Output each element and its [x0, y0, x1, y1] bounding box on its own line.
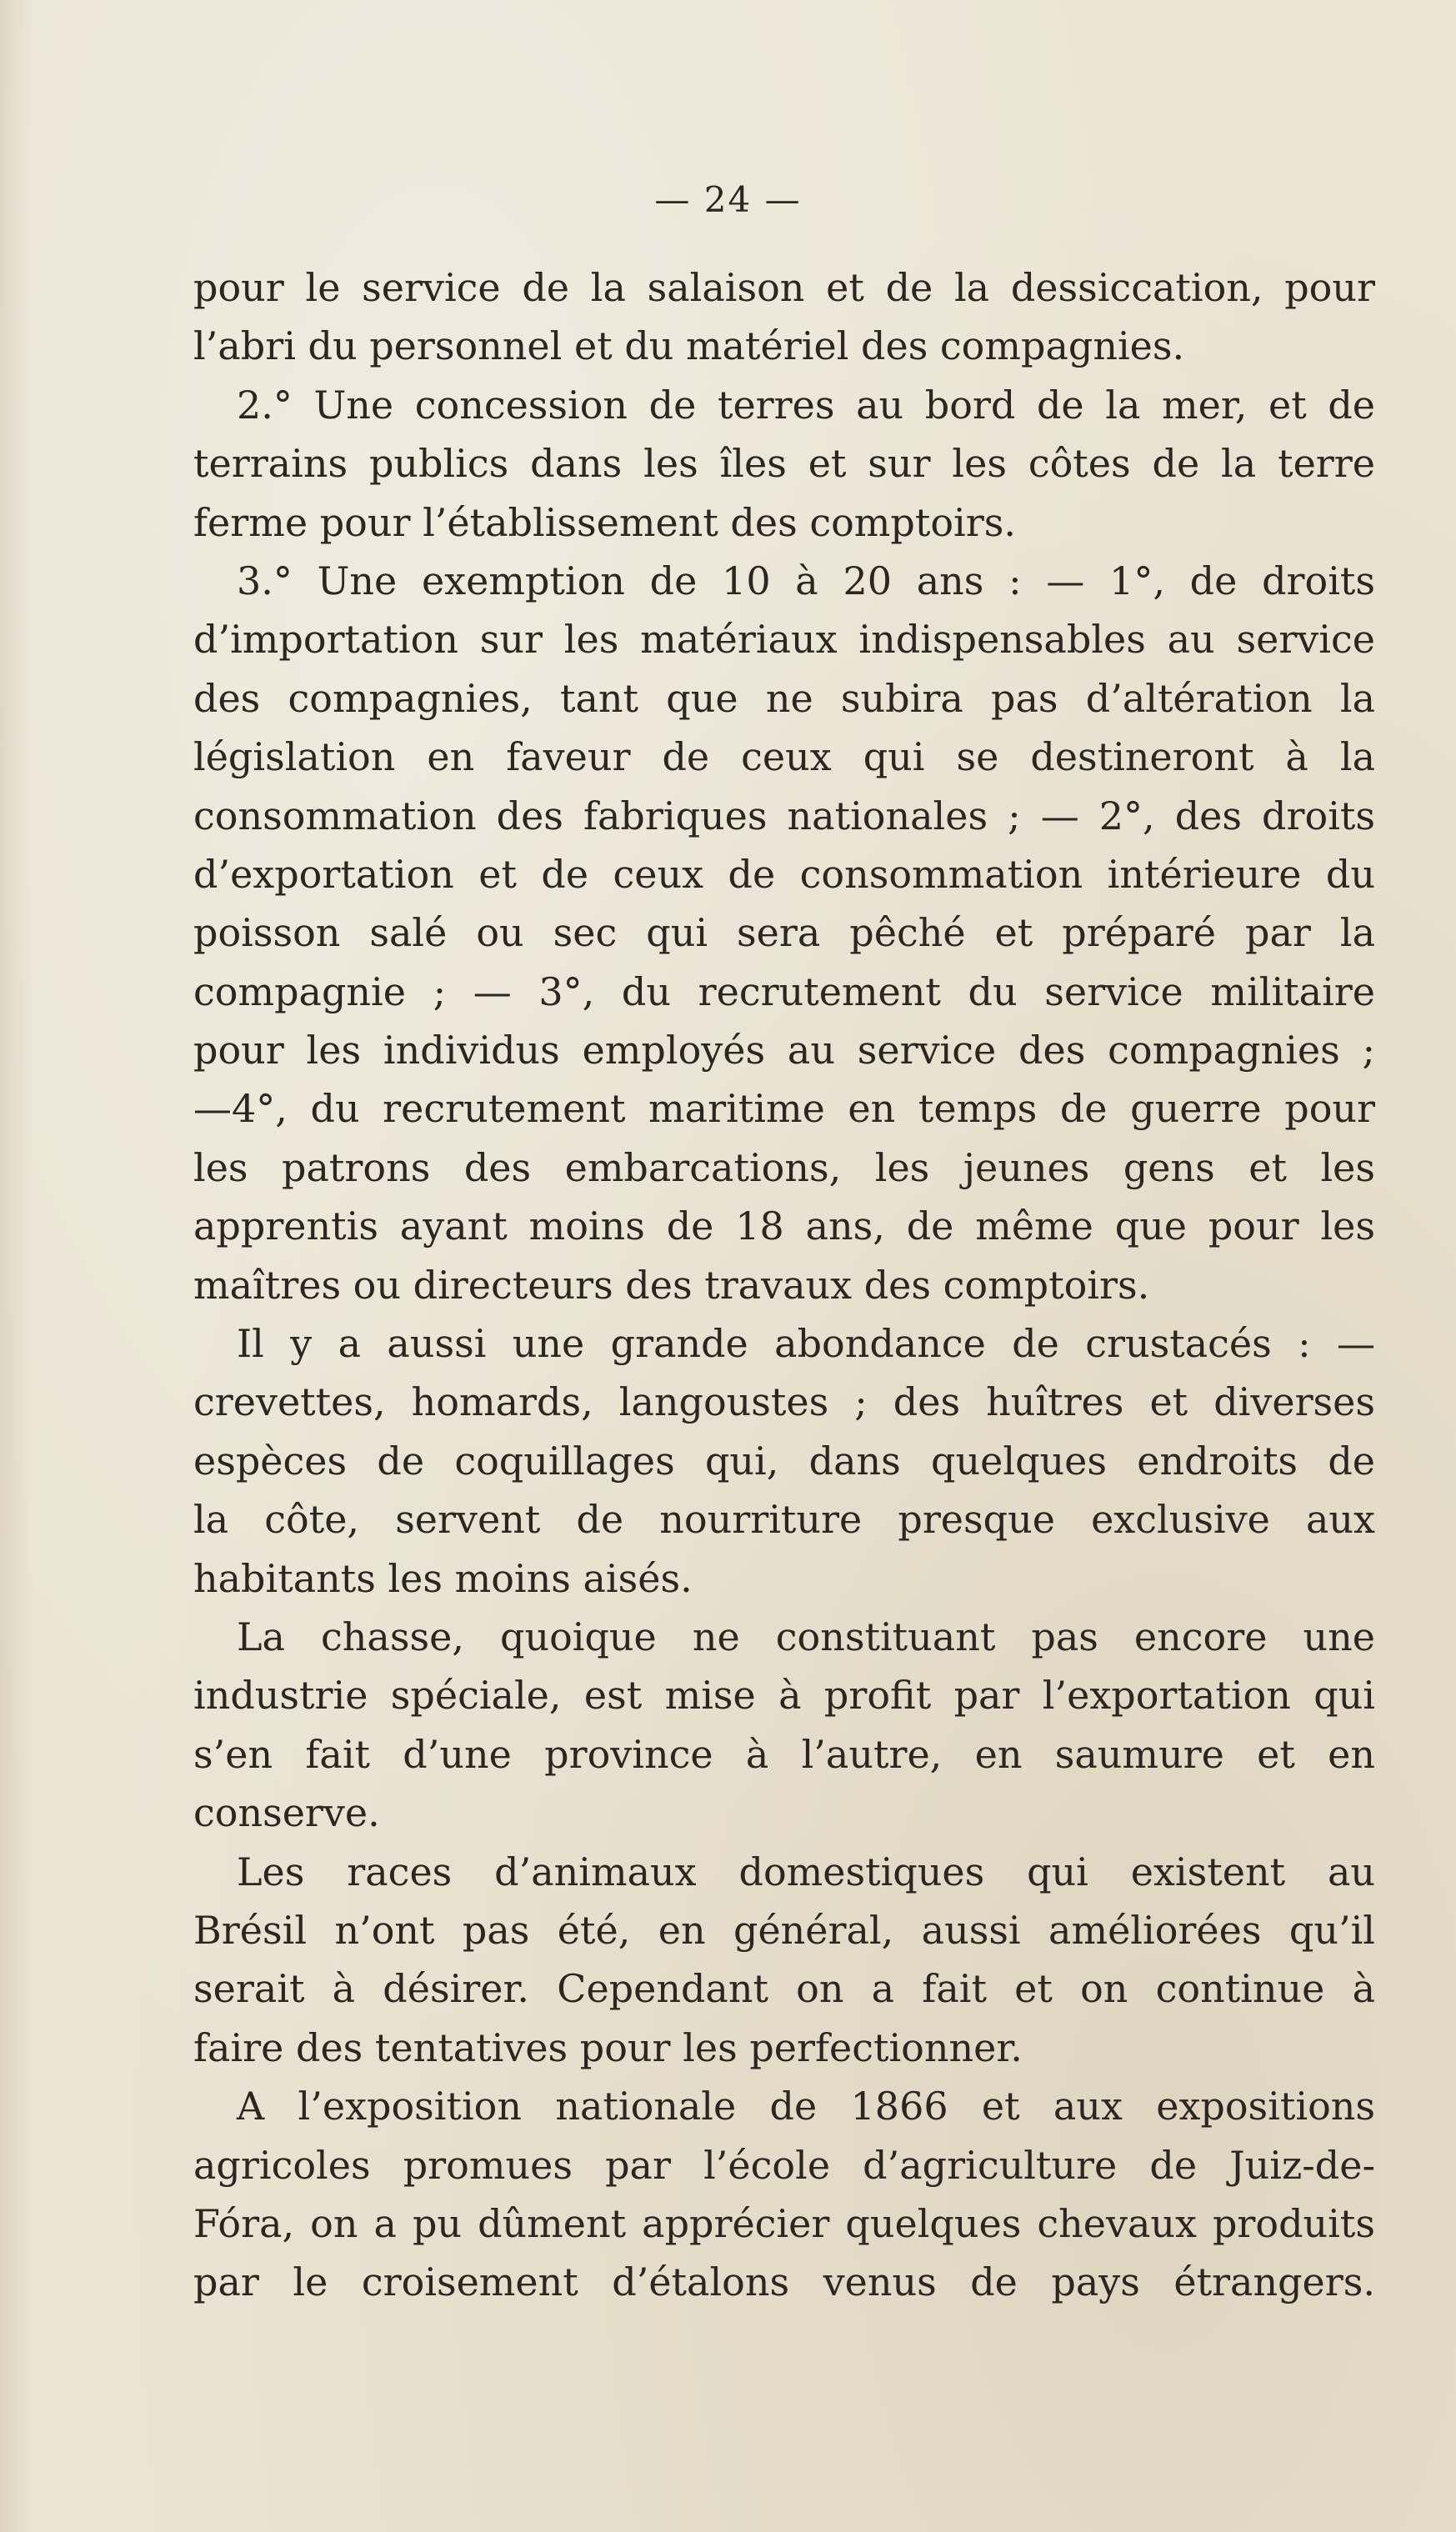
text-line: ferme pour l’établissement des comptoirs. — [193, 499, 1016, 545]
text-line: législation en faveur de ceux qui se destineront à la — [193, 734, 1375, 780]
text-line: l’abri du personnel et du matériel des compagnies. — [193, 323, 1185, 369]
text-line: —4°, du recrutement maritime en temps de guerre pour — [193, 1086, 1375, 1132]
text-line: Fóra, on a pu dûment apprécier quelques chevaux produits — [193, 2200, 1375, 2246]
text-line: pour les individus employés au service des compagnies ; — [193, 1028, 1375, 1073]
text-line: habitants les moins aisés. — [193, 1555, 693, 1601]
text-line: maîtres ou directeurs des travaux des comptoirs. — [193, 1262, 1150, 1308]
text-line: 2.° Une concession de terres au bord de la mer, et de — [237, 382, 1375, 428]
text-line: poisson salé ou sec qui sera pêché et préparé par la — [193, 910, 1375, 956]
text-line: agricoles promues par l’école d’agriculture de Juiz-de- — [193, 2142, 1375, 2188]
text-line: faire des tentatives pour les perfectionner. — [193, 2024, 1023, 2070]
text-line: apprentis ayant moins de 18 ans, de même que pour les — [193, 1203, 1375, 1249]
text-line: compagnie ; — 3°, du recrutement du service militaire — [193, 968, 1375, 1014]
text-line: par le croisement d’étalons venus de pays étrangers. — [193, 2259, 1375, 2305]
text-line: Il y a aussi une grande abondance de crustacés : — — [237, 1321, 1375, 1367]
text-line: d’exportation et de ceux de consommation intérieure du — [193, 851, 1375, 897]
text-line: A l’exposition nationale de 1866 et aux expositions — [237, 2084, 1375, 2129]
text-line: 3.° Une exemption de 10 à 20 ans : — 1°, de droits — [237, 558, 1375, 603]
text-line: la côte, servent de nourriture presque exclusive aux — [193, 1497, 1375, 1543]
text-line: espèces de coquillages qui, dans quelques endroits de — [193, 1438, 1375, 1484]
text-line: d’importation sur les matériaux indispensables au service — [193, 617, 1375, 663]
text-line: conserve. — [193, 1790, 380, 1836]
text-line: La chasse, quoique ne constituant pas encore une — [237, 1614, 1375, 1659]
text-line: les patrons des embarcations, les jeunes gens et les — [193, 1144, 1375, 1190]
text-line: s’en fait d’une province à l’autre, en saumure et en — [193, 1731, 1375, 1777]
body-text — [193, 258, 1375, 2312]
text-line: pour le service de la salaison et de la dessiccation, pour — [193, 265, 1375, 310]
text-line: Les races d’animaux domestiques qui existent au — [237, 1849, 1375, 1894]
text-line: terrains publics dans les îles et sur les côtes de la terre — [193, 441, 1375, 487]
text-line: des compagnies, tant que ne subira pas d’altération la — [193, 675, 1375, 721]
text-line: crevettes, homards, langoustes ; des huîtres et diverses — [193, 1379, 1375, 1425]
text-line: industrie spéciale, est mise à profit par l’exportation qui — [193, 1673, 1375, 1719]
text-line: consommation des fabriques nationales ; — 2°, des droits — [193, 793, 1375, 838]
text-line: Brésil n’ont pas été, en général, aussi améliorées qu’il — [193, 1907, 1375, 1953]
page-number: — 24 — — [654, 179, 802, 220]
text-line: serait à désirer. Cependant on a fait et on continue à — [193, 1966, 1375, 2012]
